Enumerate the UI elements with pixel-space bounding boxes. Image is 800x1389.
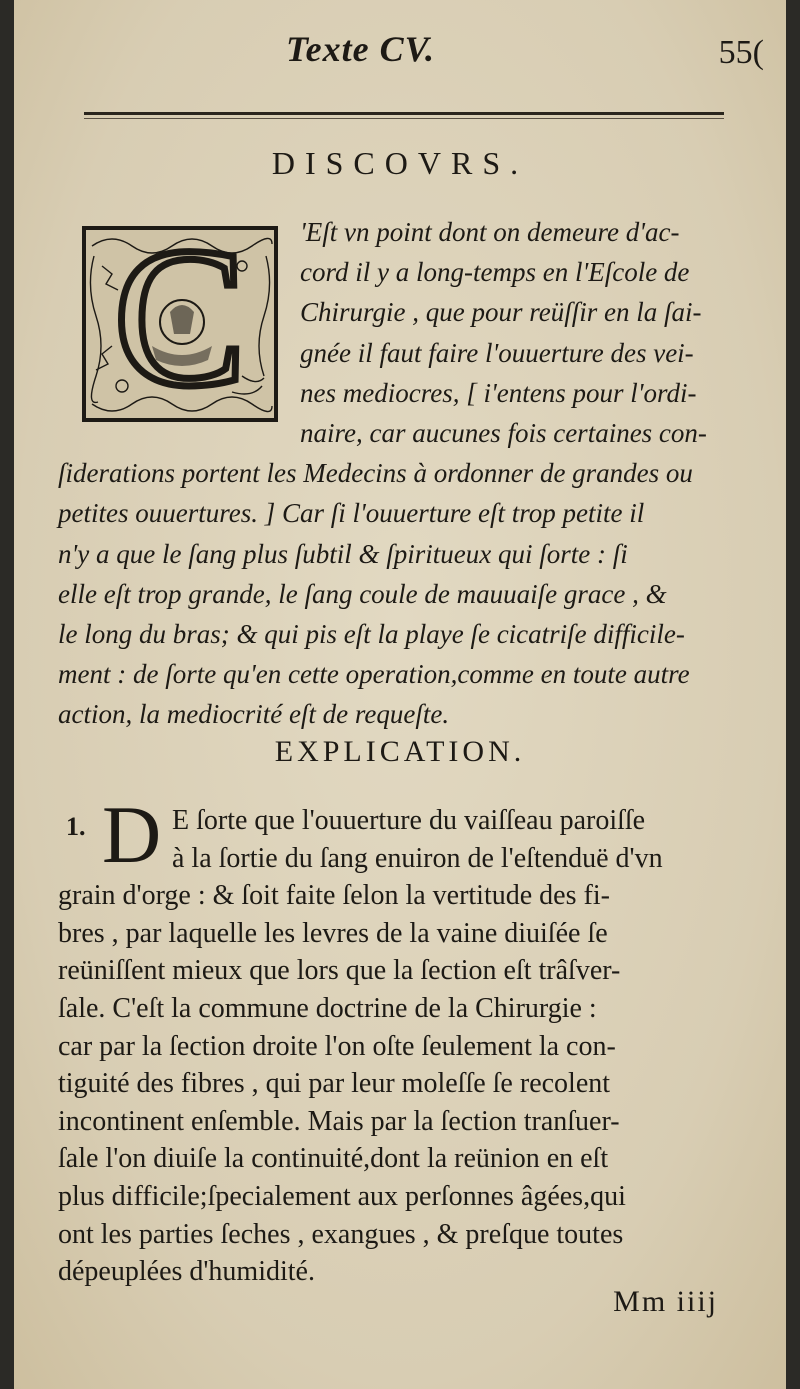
discours-line: action, la mediocrité eſt de requeſte. xyxy=(58,699,450,730)
discours-line: cord il y a long-temps en l'Eſcole de xyxy=(300,257,690,288)
explication-line: à la ſortie du ſang enuiron de l'eſtenduë d'vn xyxy=(172,842,663,874)
book-page xyxy=(14,0,786,1389)
header-rule-thin xyxy=(84,118,724,119)
explication-line: car par la ſection droite l'on oſte ſeulement la con- xyxy=(58,1030,616,1062)
explication-line: E ſorte que l'ouuerture du vaiſſeau paroiſſe xyxy=(172,805,646,836)
explication-heading: EXPLICATION. xyxy=(274,735,526,768)
discours-heading: DISCOVRS. xyxy=(271,145,529,181)
discours-line: naire, car aucunes fois certaines con- xyxy=(300,418,707,449)
explication-line: plus difficile;ſpecialement aux perſonnes âgées,qui xyxy=(58,1180,626,1212)
discours-line: elle eſt trop grande, le ſang coule de mauuaiſe grace , & xyxy=(58,578,667,609)
signature-mark: Mm iiij xyxy=(613,1285,718,1318)
discours-line: 'Eſt vn point dont on demeure d'ac- xyxy=(300,217,680,247)
explication-line: dépeuplées d'humidité. xyxy=(58,1256,315,1288)
discours-line: ment : de ſorte qu'en cette operation,comme en toute autre xyxy=(58,659,690,690)
discours-line: nes mediocres, [ i'entens pour l'ordi- xyxy=(300,377,697,408)
explication-line: reüniſſent mieux que lors que la ſection eſt trâſver- xyxy=(58,955,621,987)
explication-line: ſale l'on diuiſe la continuité,dont la reünion en eſt xyxy=(58,1143,609,1175)
discours-text xyxy=(58,212,758,735)
discours-line: Chirurgie , que pour reüſſir en la ſai- xyxy=(300,297,702,328)
initial-letter: C xyxy=(113,226,247,422)
explication-line: ſale. C'eſt la commune doctrine de la Chirurgie : xyxy=(58,992,597,1024)
running-head xyxy=(14,28,786,78)
explication-line: tiguité des fibres , qui par leur moleſſe ſe recolent xyxy=(58,1068,611,1100)
running-title: Texte CV. xyxy=(286,29,436,69)
discours-line: le long du bras; & qui pis eſt la playe ſe cicatriſe difficile- xyxy=(58,619,685,650)
dropcap-letter: D xyxy=(102,789,162,880)
header-rule xyxy=(84,112,724,115)
explication-line: incontinent enſemble. Mais par la ſection tranſuer- xyxy=(58,1105,620,1137)
explication-line: bres , par laquelle les levres de la vaine diuiſée ſe xyxy=(58,917,608,949)
explication-line: ont les parties ſeches , exangues , & preſque toutes xyxy=(58,1218,624,1250)
item-number: 1. xyxy=(66,812,86,841)
discours-line: n'y a que le ſang plus ſubtil & ſpiritueux qui ſorte : ſi xyxy=(58,538,628,569)
page-number: 55( xyxy=(718,34,764,71)
discours-line: ſiderations portent les Medecins à ordonner de grandes ou xyxy=(58,458,693,489)
discours-line: gnée il faut faire l'ouuerture des vei- xyxy=(300,337,694,368)
discours-line: petites ouuertures. ] Car ſi l'ouuerture eſt trop petite il xyxy=(58,498,645,529)
explication-text xyxy=(58,802,758,1291)
explication-line: grain d'orge : & ſoit faite ſelon la vertitude des fi- xyxy=(58,880,610,912)
